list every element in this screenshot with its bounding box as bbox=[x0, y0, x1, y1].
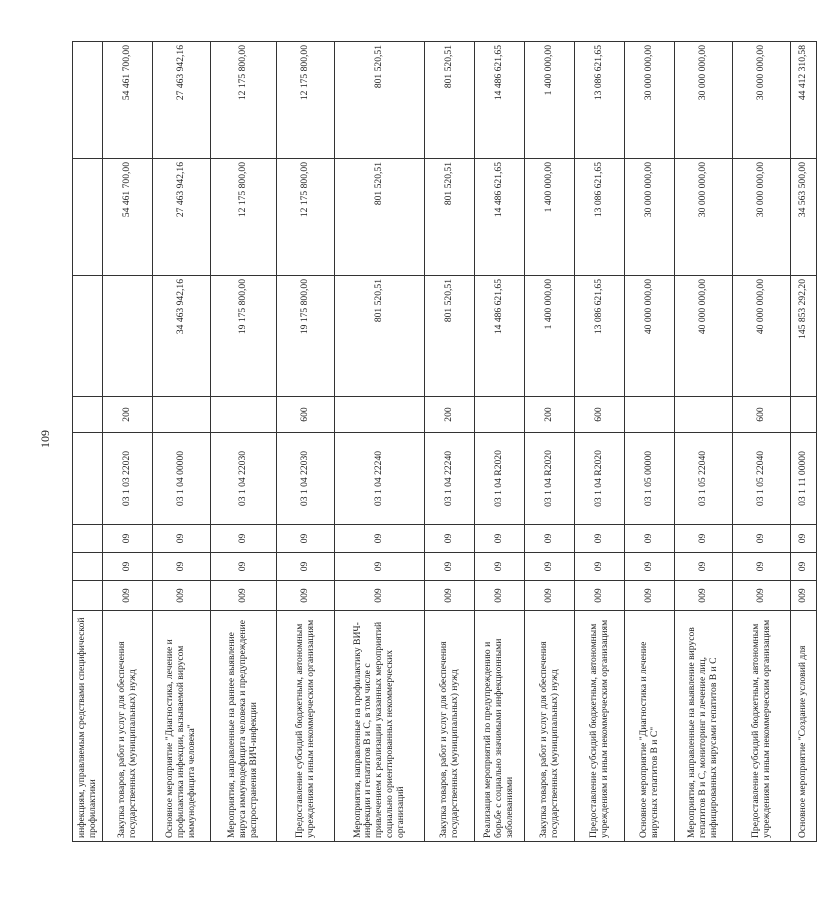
row-name: Закупка товаров, работ и услуг для обеспечения государственных (муниципальных) нужд bbox=[525, 611, 575, 842]
target-article-code: 03 1 04 R2020 bbox=[525, 433, 575, 525]
subsection-code: 09 bbox=[103, 525, 153, 553]
subsection-code bbox=[73, 525, 103, 553]
ministry-code: 009 bbox=[675, 581, 733, 611]
section-code: 09 bbox=[211, 553, 277, 581]
row-name: Мероприятия, направленные на раннее выявление вируса иммунодефицита человека и предупреждение распространения ВИЧ-инфекции bbox=[211, 611, 277, 842]
amount-year-3: 30 000 000,00 bbox=[733, 42, 791, 159]
subsection-code: 09 bbox=[791, 525, 817, 553]
amount-year-2: 54 461 700,00 bbox=[103, 159, 153, 276]
section-code: 09 bbox=[733, 553, 791, 581]
section-code bbox=[73, 553, 103, 581]
target-article-code: 03 1 05 22040 bbox=[733, 433, 791, 525]
amount-year-3: 14 486 621,65 bbox=[475, 42, 525, 159]
target-article-code: 03 1 05 22040 bbox=[675, 433, 733, 525]
amount-year-1: 1 400 000,00 bbox=[525, 276, 575, 397]
expense-type-code bbox=[625, 397, 675, 433]
subsection-code: 09 bbox=[211, 525, 277, 553]
amount-year-2: 13 086 621,65 bbox=[575, 159, 625, 276]
amount-year-2 bbox=[73, 159, 103, 276]
row-name: Основное мероприятие "Диагностика и лечение вирусных гепатитов В и С" bbox=[625, 611, 675, 842]
table-row bbox=[625, 42, 675, 842]
expense-type-code: 200 bbox=[103, 397, 153, 433]
amount-year-2: 30 000 000,00 bbox=[625, 159, 675, 276]
section-code: 09 bbox=[425, 553, 475, 581]
table-row bbox=[211, 42, 277, 842]
expense-type-code: 600 bbox=[733, 397, 791, 433]
row-name: Предоставление субсидий бюджетным, автономным учреждениям и иным некоммерческим организациям bbox=[277, 611, 335, 842]
amount-year-2: 34 563 500,00 bbox=[791, 159, 817, 276]
target-article-code: 03 1 03 22020 bbox=[103, 433, 153, 525]
amount-year-1 bbox=[103, 276, 153, 397]
expense-type-code bbox=[675, 397, 733, 433]
subsection-code: 09 bbox=[425, 525, 475, 553]
ministry-code: 009 bbox=[103, 581, 153, 611]
row-name: Предоставление субсидий бюджетным, автономным учреждениям и иным некоммерческим организациям bbox=[575, 611, 625, 842]
row-name: инфекциям, управляемым средствами специфической профилактики bbox=[73, 611, 103, 842]
table-row bbox=[425, 42, 475, 842]
amount-year-3: 30 000 000,00 bbox=[675, 42, 733, 159]
table-row bbox=[103, 42, 153, 842]
table-row bbox=[475, 42, 525, 842]
ministry-code: 009 bbox=[733, 581, 791, 611]
expense-type-code: 600 bbox=[277, 397, 335, 433]
target-article-code bbox=[73, 433, 103, 525]
amount-year-1: 801 520,51 bbox=[335, 276, 425, 397]
table-row bbox=[73, 42, 103, 842]
section-code: 09 bbox=[153, 553, 211, 581]
section-code: 09 bbox=[335, 553, 425, 581]
table-row bbox=[675, 42, 733, 842]
page-number: 109 bbox=[38, 430, 52, 448]
amount-year-1: 145 853 292,20 bbox=[791, 276, 817, 397]
target-article-code: 03 1 04 22030 bbox=[277, 433, 335, 525]
subsection-code: 09 bbox=[277, 525, 335, 553]
budget-table bbox=[72, 41, 817, 842]
amount-year-3: 1 400 000,00 bbox=[525, 42, 575, 159]
subsection-code: 09 bbox=[575, 525, 625, 553]
ministry-code: 009 bbox=[277, 581, 335, 611]
amount-year-1: 14 486 621,65 bbox=[475, 276, 525, 397]
amount-year-2: 27 463 942,16 bbox=[153, 159, 211, 276]
amount-year-1: 801 520,51 bbox=[425, 276, 475, 397]
amount-year-1: 40 000 000,00 bbox=[625, 276, 675, 397]
section-code: 09 bbox=[103, 553, 153, 581]
target-article-code: 03 1 04 R2020 bbox=[575, 433, 625, 525]
ministry-code: 009 bbox=[575, 581, 625, 611]
table-row bbox=[791, 42, 817, 842]
amount-year-1: 34 463 942,16 bbox=[153, 276, 211, 397]
section-code: 09 bbox=[277, 553, 335, 581]
amount-year-3: 44 412 310,58 bbox=[791, 42, 817, 159]
amount-year-1: 40 000 000,00 bbox=[675, 276, 733, 397]
section-code: 09 bbox=[525, 553, 575, 581]
amount-year-1: 13 086 621,65 bbox=[575, 276, 625, 397]
section-code: 09 bbox=[675, 553, 733, 581]
ministry-code: 009 bbox=[525, 581, 575, 611]
target-article-code: 03 1 04 00000 bbox=[153, 433, 211, 525]
expense-type-code: 200 bbox=[425, 397, 475, 433]
amount-year-1: 19 175 800,00 bbox=[277, 276, 335, 397]
row-name: Закупка товаров, работ и услуг для обеспечения государственных (муниципальных) нужд bbox=[425, 611, 475, 842]
section-code: 09 bbox=[625, 553, 675, 581]
row-name: Предоставление субсидий бюджетным, автономным учреждениям и иным некоммерческим организациям bbox=[733, 611, 791, 842]
amount-year-1: 19 175 800,00 bbox=[211, 276, 277, 397]
ministry-code: 009 bbox=[625, 581, 675, 611]
amount-year-1: 40 000 000,00 bbox=[733, 276, 791, 397]
table-row bbox=[575, 42, 625, 842]
ministry-code: 009 bbox=[153, 581, 211, 611]
table-row bbox=[277, 42, 335, 842]
subsection-code: 09 bbox=[625, 525, 675, 553]
expense-type-code: 200 bbox=[525, 397, 575, 433]
amount-year-2: 12 175 800,00 bbox=[277, 159, 335, 276]
ministry-code: 009 bbox=[211, 581, 277, 611]
ministry-code: 009 bbox=[425, 581, 475, 611]
target-article-code: 03 1 05 00000 bbox=[625, 433, 675, 525]
section-code: 09 bbox=[791, 553, 817, 581]
amount-year-3: 12 175 800,00 bbox=[277, 42, 335, 159]
expense-type-code bbox=[791, 397, 817, 433]
row-name: Реализация мероприятий по предупреждению и борьбе с социально значимыми инфекционными заболеваниями bbox=[475, 611, 525, 842]
row-name: Мероприятия, направленные на профилактику ВИЧ-инфекции и гепатитов В и С, в том числе с привлечением к реализации указанных мероприятий социально ориентированных некоммерческих организаций bbox=[335, 611, 425, 842]
target-article-code: 03 1 04 22240 bbox=[425, 433, 475, 525]
target-article-code: 03 1 04 22030 bbox=[211, 433, 277, 525]
row-name: Основное мероприятие "Создание условий для bbox=[791, 611, 817, 842]
amount-year-3: 54 461 700,00 bbox=[103, 42, 153, 159]
rotated-page-content bbox=[72, 42, 809, 842]
expense-type-code: 600 bbox=[575, 397, 625, 433]
amount-year-3: 13 086 621,65 bbox=[575, 42, 625, 159]
amount-year-1 bbox=[73, 276, 103, 397]
amount-year-2: 801 520,51 bbox=[335, 159, 425, 276]
amount-year-2: 1 400 000,00 bbox=[525, 159, 575, 276]
table-row bbox=[525, 42, 575, 842]
amount-year-2: 14 486 621,65 bbox=[475, 159, 525, 276]
expense-type-code bbox=[153, 397, 211, 433]
amount-year-3: 801 520,51 bbox=[425, 42, 475, 159]
row-name: Основное мероприятие "Диагностика, лечение и профилактика инфекции, вызываемой вирусом иммунодефицита человека" bbox=[153, 611, 211, 842]
ministry-code: 009 bbox=[791, 581, 817, 611]
ministry-code: 009 bbox=[475, 581, 525, 611]
subsection-code: 09 bbox=[475, 525, 525, 553]
table-row bbox=[335, 42, 425, 842]
amount-year-3 bbox=[73, 42, 103, 159]
amount-year-3: 30 000 000,00 bbox=[625, 42, 675, 159]
subsection-code: 09 bbox=[335, 525, 425, 553]
ministry-code bbox=[73, 581, 103, 611]
amount-year-3: 801 520,51 bbox=[335, 42, 425, 159]
amount-year-3: 27 463 942,16 bbox=[153, 42, 211, 159]
table-row bbox=[733, 42, 791, 842]
subsection-code: 09 bbox=[525, 525, 575, 553]
ministry-code: 009 bbox=[335, 581, 425, 611]
target-article-code: 03 1 04 22240 bbox=[335, 433, 425, 525]
target-article-code: 03 1 04 R2020 bbox=[475, 433, 525, 525]
amount-year-2: 801 520,51 bbox=[425, 159, 475, 276]
expense-type-code bbox=[475, 397, 525, 433]
section-code: 09 bbox=[475, 553, 525, 581]
amount-year-2: 12 175 800,00 bbox=[211, 159, 277, 276]
target-article-code: 03 1 11 00000 bbox=[791, 433, 817, 525]
expense-type-code bbox=[335, 397, 425, 433]
row-name: Мероприятия, направленные на выявление вирусов гепатитов В и С, мониторинг и лечение лиц, инфицированных вирусами гепатитов В и С bbox=[675, 611, 733, 842]
section-code: 09 bbox=[575, 553, 625, 581]
table-row bbox=[153, 42, 211, 842]
subsection-code: 09 bbox=[733, 525, 791, 553]
row-name: Закупка товаров, работ и услуг для обеспечения государственных (муниципальных) нужд bbox=[103, 611, 153, 842]
amount-year-2: 30 000 000,00 bbox=[733, 159, 791, 276]
subsection-code: 09 bbox=[675, 525, 733, 553]
amount-year-3: 12 175 800,00 bbox=[211, 42, 277, 159]
subsection-code: 09 bbox=[153, 525, 211, 553]
expense-type-code bbox=[73, 397, 103, 433]
amount-year-2: 30 000 000,00 bbox=[675, 159, 733, 276]
expense-type-code bbox=[211, 397, 277, 433]
